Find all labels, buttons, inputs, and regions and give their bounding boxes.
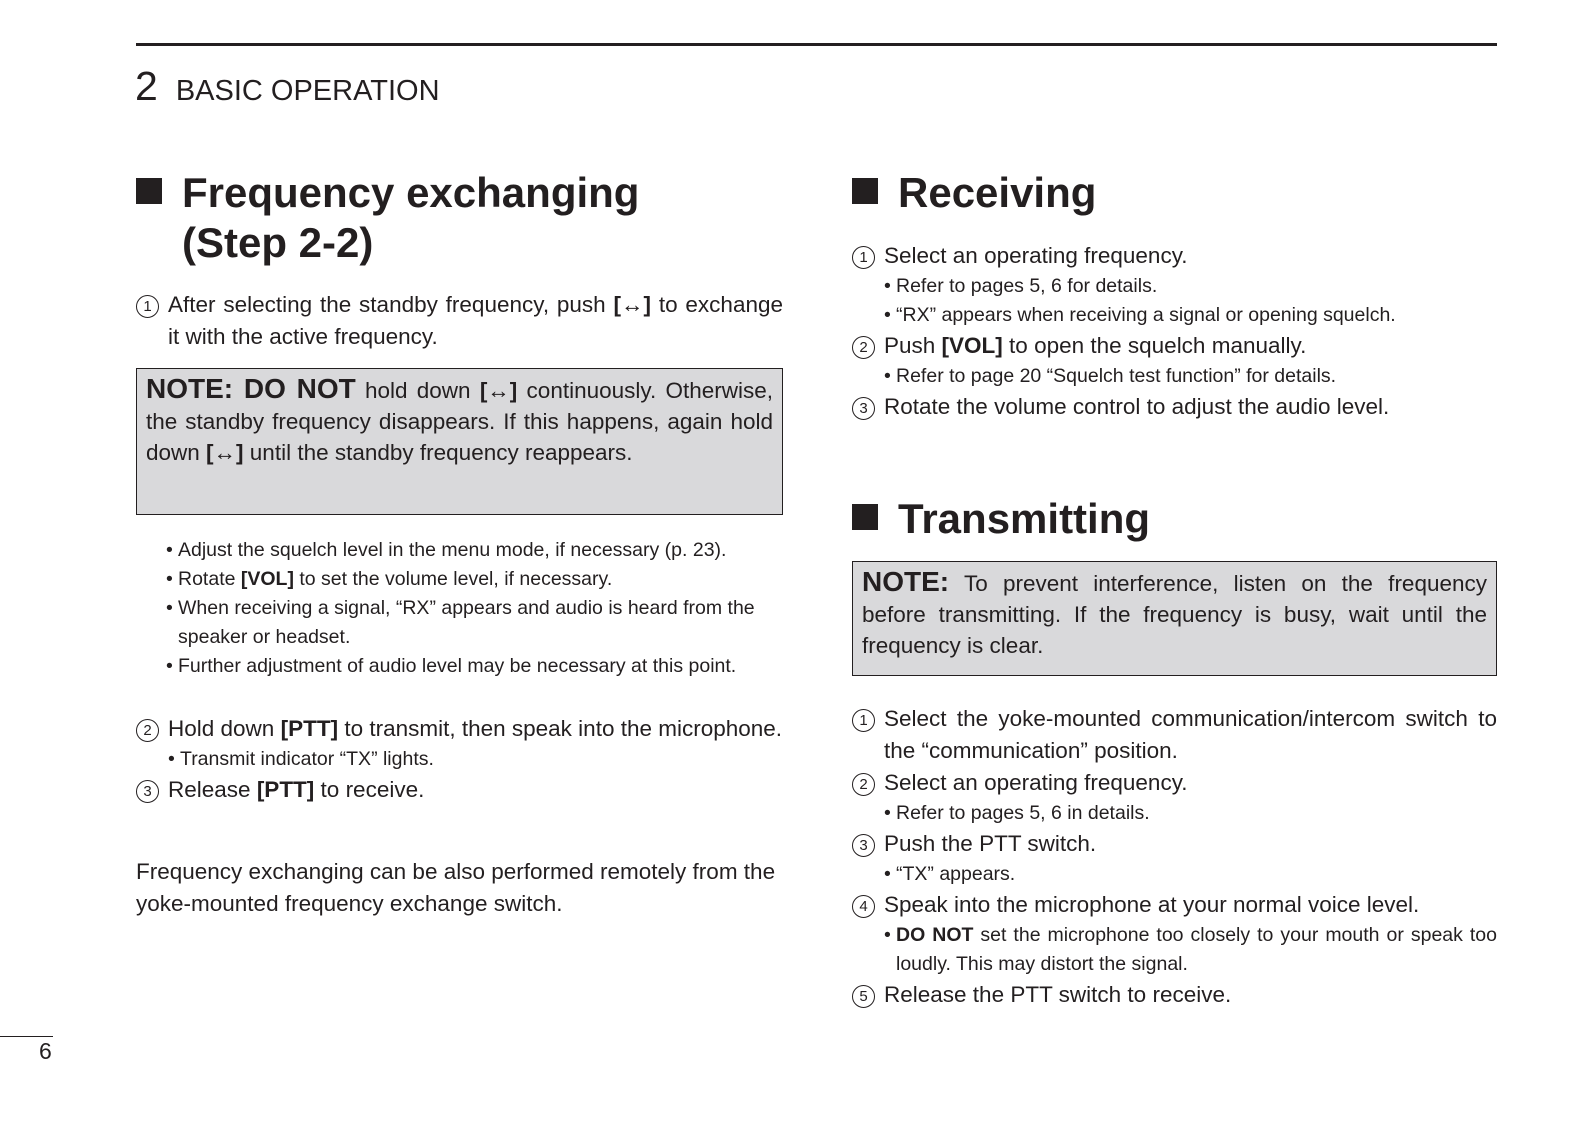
chapter-title: BASIC OPERATION [175,75,440,107]
chapter-number: 2 [135,63,158,109]
list-item: • Transmit indicator “TX” lights. [168,748,434,770]
step-1: 1 After selecting the standby frequency, push [↔] to exchange it with the active frequency. [136,289,783,353]
step-number: 1 [852,246,875,269]
section-title-frequency-exchanging: Frequency exchanging (Step 2-2) [136,168,639,268]
transmitting-steps: 1 Select the yoke-mounted communication/intercom switch to the “communication” position. 2 Select an operating frequency. • Refer to pages 5, 6 in details. 3 Push the PTT switch. • “TX” appears. 4 Speak into the microphone at your normal voice level. • DO NOT set the microphone too closely to your mouth or speak too loudly. This may distort the signal. 5 Release the PTT switch to receive. [852,703,1497,1011]
list-item: • Refer to pages 5, 6 for details. [884,275,1158,297]
step-2: 2 Hold down [PTT] to transmit, then speak into the microphone. • Transmit indicator “TX” lights. 3 Release [PTT] to receive. [136,713,783,806]
page-number: 6 [39,1038,52,1064]
step-number: 2 [852,773,875,796]
list-item: • Refer to page 20 “Squelch test function” for details. [884,365,1337,387]
step-number: 2 [852,336,875,359]
receiving-steps: 1 Select an operating frequency. • Refer to pages 5, 6 for details. • “RX” appears when receiving a signal or opening squelch. 2 Push [VOL] to open the squelch manually. • Refer to page 20 “Squelch test function” for details. 3 Rotate the volume control to adjust the audio level. [852,240,1497,423]
list-item: • Refer to pages 5, 6 in details. [884,802,1150,824]
step-number: 3 [136,780,159,803]
list-item: • Adjust the squelch level in the menu mode, if necessary (p. 23). [166,539,727,561]
step-number: 4 [852,895,875,918]
section-square-icon [136,178,162,204]
list-item: • Rotate [VOL] to set the volume level, if necessary. [166,568,613,590]
list-item: • When receiving a signal, “RX” appears and audio is heard from the speaker or headset. [166,597,755,648]
section-square-icon [852,178,878,204]
step-number: 1 [136,295,159,318]
section-square-icon [852,504,878,530]
footer-rule [0,1036,53,1037]
section-title-receiving: Receiving [852,168,1096,218]
list-item: • “RX” appears when receiving a signal or opening squelch. [884,304,1396,326]
step-number: 3 [852,834,875,857]
header-rule [136,43,1497,46]
list-item: • “TX” appears. [884,863,1016,885]
list-item: • DO NOT set the microphone too closely to your mouth or speak too loudly. This may distort the signal. [884,924,1497,975]
paragraph-remote: Frequency exchanging can be also performed remotely from the yoke-mounted frequency exchange switch. [136,859,776,916]
list-item: • Further adjustment of audio level may be necessary at this point. [166,655,737,677]
section-title-transmitting: Transmitting [852,494,1150,544]
note-box-do-not: NOTE: DO NOT hold down [↔] continuously. Otherwise, the standby frequency disappears. If this happens, again hold down [↔] until the standby frequency reappears. [136,368,783,515]
step-number: 1 [852,709,875,732]
step-number: 2 [136,719,159,742]
note-box-interference: NOTE: To prevent interference, listen on the frequency before transmitting. If the frequency is busy, wait until the frequency is clear. [852,561,1497,676]
step-number: 5 [852,985,875,1008]
bullet-list [166,536,783,681]
step-number: 3 [852,397,875,420]
chapter-header [135,63,440,110]
